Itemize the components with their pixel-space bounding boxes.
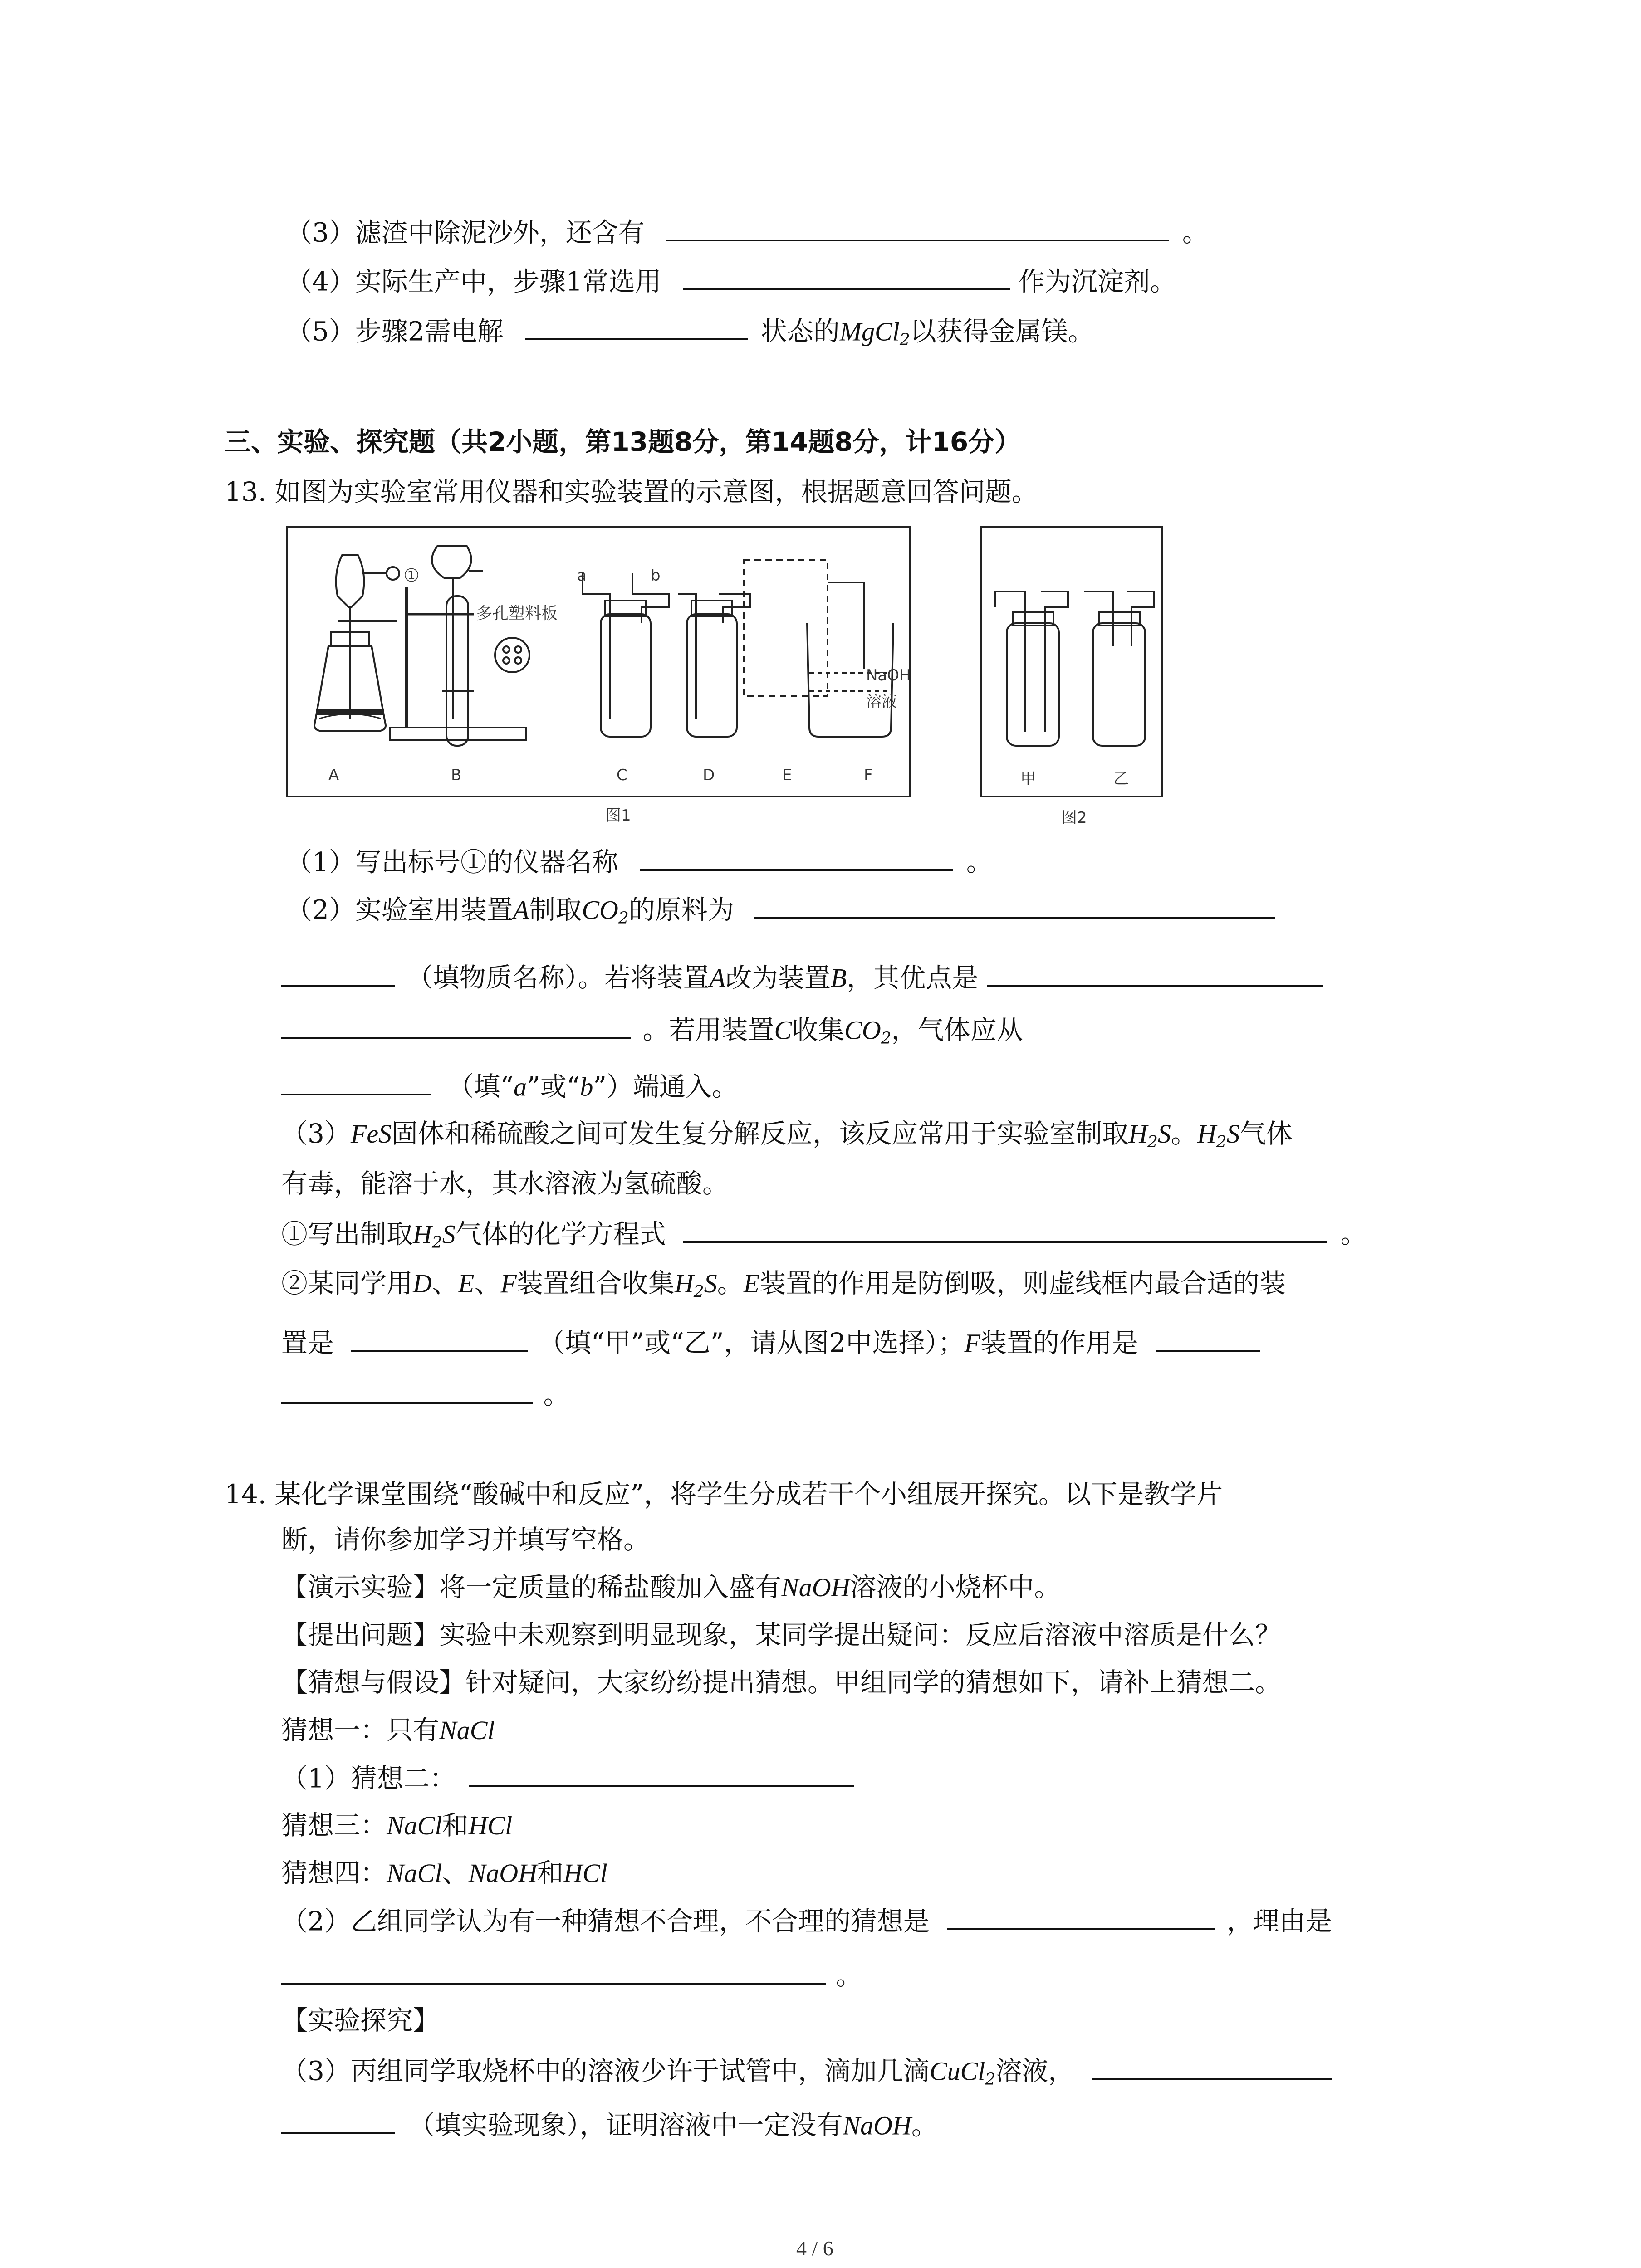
q13-stem: 13. 如图为实验室常用仪器和实验装置的示意图，根据题意回答问题。 — [225, 476, 1038, 507]
figure-1-apparatus — [286, 526, 911, 797]
figure-1-caption: 图1 — [606, 807, 631, 825]
q13-part-3-line-1: （3）FeS固体和稀硫酸之间可发生复分解反应，该反应常用于实验室制取$H_2S$。$H_2S$气体 — [281, 1118, 1293, 1152]
answer-blank[interactable] — [525, 318, 748, 340]
label-jia: 甲 — [1020, 770, 1036, 788]
q14-part-2-line-2: 。 — [281, 1962, 862, 1989]
callout-1: ① — [403, 565, 420, 586]
port-b-label: b — [651, 567, 661, 585]
q13-part-2-line-3: 。若用装置C收集$CO_2$，气体应从 — [281, 1016, 1023, 1046]
naoh-label: NaOH — [866, 666, 911, 684]
label-E: E — [782, 766, 792, 784]
page-number: 4 / 6 — [796, 2237, 833, 2260]
q14-explore: 【实验探究】 — [281, 2005, 440, 2036]
label-A: A — [328, 766, 339, 784]
q13-part-3-line-6: 。 — [281, 1381, 569, 1408]
q12-item-3: （3）滤渣中除泥沙外，还含有 。 — [286, 217, 1209, 248]
q14-demo: 【演示实验】将一定质量的稀盐酸加入盛有NaOH溶液的小烧杯中。 — [281, 1572, 1061, 1603]
answer-blank[interactable] — [947, 1907, 1215, 1930]
answer-blank[interactable] — [987, 964, 1323, 987]
answer-blank[interactable] — [281, 1381, 533, 1404]
q13-part-2-line-4: （填“a”或“b”）端通入。 — [281, 1073, 738, 1100]
label-yi: 乙 — [1113, 770, 1129, 788]
answer-blank[interactable] — [469, 1765, 854, 1787]
answer-blank[interactable] — [754, 896, 1275, 919]
section-heading: 三、实验、探究题（共2小题，第13题8分，第14题8分，计16分） — [225, 426, 1021, 457]
answer-blank[interactable] — [281, 964, 395, 987]
answer-blank[interactable] — [281, 1962, 826, 1984]
q14-guess-3: 猜想三：NaCl和HCl — [281, 1810, 513, 1841]
answer-blank[interactable] — [640, 848, 953, 871]
answer-blank[interactable] — [1092, 2057, 1332, 2080]
q14-stem-line-2: 断，请你参加学习并填写空格。 — [281, 1524, 650, 1555]
label-D: D — [703, 766, 715, 784]
q13-part-3-line-5: 置是 （填“甲”或“乙”，请从图2中选择）；F装置的作用是 — [281, 1329, 1260, 1356]
q14-question: 【提出问题】实验中未观察到明显现象，某同学提出疑问：反应后溶液中溶质是什么？ — [281, 1619, 1282, 1650]
q12-item-4: （4）实际生产中，步骤1常选用 作为沉淀剂。 — [286, 266, 1176, 297]
answer-blank[interactable] — [281, 1073, 431, 1095]
q13-part-3-line-4: ②某同学用D、E、F装置组合收集$H_2S$。E装置的作用是防倒吸，则虚线框内最合适的装 — [281, 1268, 1286, 1301]
q14-guess-2: （1）猜想二： — [281, 1765, 854, 1791]
solution-label: 溶液 — [866, 693, 897, 711]
q13-part-2-line-2: （填物质名称）。若将装置A改为装置B，其优点是 — [281, 964, 1323, 991]
label-C: C — [617, 766, 627, 784]
answer-blank[interactable] — [1156, 1329, 1260, 1352]
porous-plate-label: 多孔塑料板 — [476, 604, 558, 623]
answer-blank[interactable] — [351, 1329, 528, 1352]
q14-part-2-line-1: （2）乙组同学认为有一种猜想不合理，不合理的猜想是 ，理由是 — [281, 1906, 1332, 1937]
q14-part-3-line-1: （3）丙组同学取烧杯中的溶液少许于试管中，滴加几滴CuCl$_2$溶液， — [281, 2057, 1332, 2087]
answer-blank[interactable] — [683, 1220, 1327, 1243]
apparatus-drawing — [288, 528, 909, 796]
port-a-label: a — [577, 567, 587, 585]
q13-part-2-line-1: （2）实验室用装置A制取$CO_2$的原料为 — [286, 896, 1275, 926]
q13-part-3-line-3: ①写出制取$H_2S$气体的化学方程式 。 — [281, 1218, 1367, 1252]
label-B: B — [451, 766, 462, 784]
bottles-drawing — [982, 528, 1161, 796]
q14-guess-4: 猜想四：NaCl、NaOH和HCl — [281, 1857, 607, 1888]
q12-item-5: （5）步骤2需电解 状态的MgCl$_2$以获得金属镁。 — [286, 316, 1094, 349]
q14-hypothesis: 【猜想与假设】针对疑问，大家纷纷提出猜想。甲组同学的猜想如下，请补上猜想二。 — [281, 1667, 1282, 1698]
q13-part-3-line-2: 有毒，能溶于水，其水溶液为氢硫酸。 — [281, 1168, 729, 1199]
q14-guess-1: 猜想一：只有NaCl — [281, 1715, 495, 1745]
answer-blank[interactable] — [683, 268, 1010, 290]
label-F: F — [864, 766, 873, 784]
answer-blank[interactable] — [666, 219, 1169, 241]
answer-blank[interactable] — [281, 2112, 395, 2134]
q14-stem-line-1: 14. 某化学课堂围绕“酸碱中和反应”，将学生分成若干个小组展开探究。以下是教学片 — [225, 1479, 1223, 1510]
q14-part-3-line-2: （填实验现象），证明溶液中一定没有NaOH。 — [281, 2112, 938, 2139]
figure-2-caption: 图2 — [1062, 809, 1087, 827]
q13-part-1: （1）写出标号①的仪器名称 。 — [286, 846, 993, 878]
figure-2-bottles — [980, 526, 1163, 797]
answer-blank[interactable] — [281, 1016, 631, 1039]
